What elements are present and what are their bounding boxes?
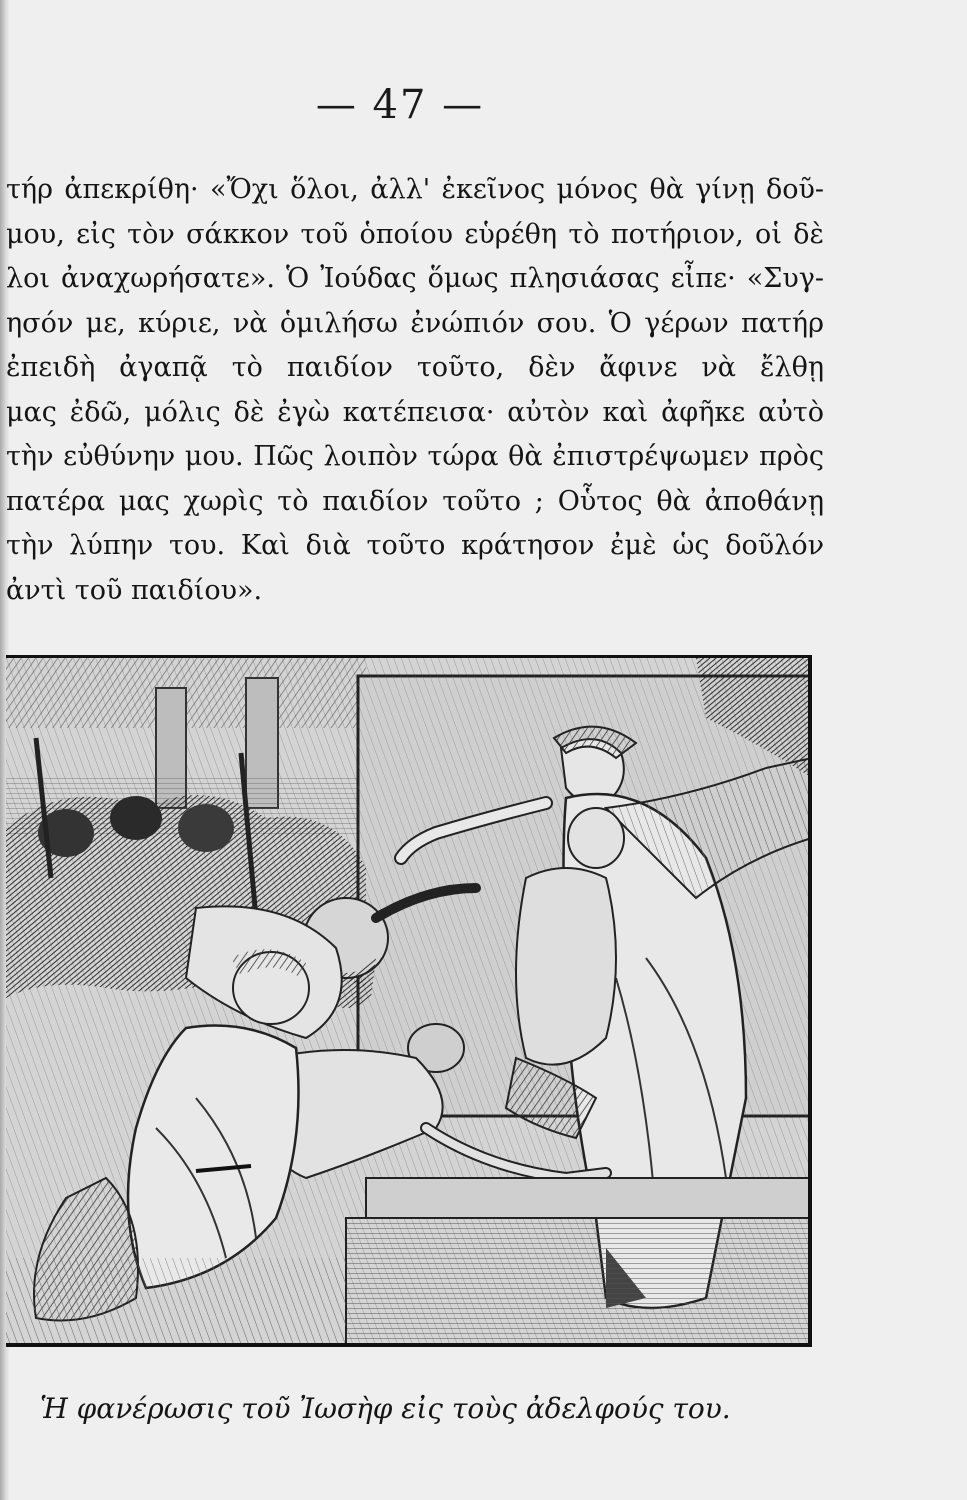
text-line: τὴν εὐθύνην μου. Πῶς λοιπὸν τώρα θὰ ἐπιστρέψωμεν πρὸς — [6, 441, 824, 472]
text-line: ησόν με, κύριε, νὰ ὁμιλήσω ἐνώπιόν σου. Ὁ γέρων πατήρ — [6, 307, 824, 339]
engraving-artwork — [6, 658, 812, 1347]
text-line: τὴν λύπην του. Καὶ διὰ τοῦτο κράτησον ἐμὲ ὡς δοῦλόν — [6, 530, 824, 561]
text-line: λοι ἀναχωρήσατε». Ὁ Ἰούδας ὅμως πλησιάσας εἶπε· «Συγ- — [6, 263, 824, 294]
text-line: μας ἐδῶ, μόλις δὲ ἐγὼ κατέπεισα· αὐτὸν καὶ ἀφῆκε αὐτὸ — [6, 396, 824, 428]
body-text — [6, 168, 824, 613]
engraving-illustration — [6, 655, 812, 1347]
page-number: — 47 — — [315, 82, 485, 128]
text-line: πατέρα μας χωρὶς τὸ παιδίον τοῦτο ; Οὗτος θὰ ἀποθάνῃ — [6, 485, 824, 517]
text-line: τήρ ἀπεκρίθη· «Ὄχι ὅλοι, ἀλλ' ἐκεῖνος μόνος θὰ γίνῃ δοῦ- — [6, 174, 824, 205]
text-line: μου, εἰς τὸν σάκκον τοῦ ὁποίου εὑρέθη τὸ ποτήριον, οἱ δὲ — [6, 218, 824, 250]
illustration-caption: Ἡ φανέρωσις τοῦ Ἰωσὴφ εἰς τοὺς ἀδελφούς του. — [40, 1392, 731, 1425]
text-line: ἐπειδὴ ἀγαπᾷ τὸ παιδίον τοῦτο, δὲν ἄφινε νὰ ἔλθῃ — [6, 352, 824, 383]
text-line: ἀντὶ τοῦ παιδίου». — [6, 574, 263, 606]
